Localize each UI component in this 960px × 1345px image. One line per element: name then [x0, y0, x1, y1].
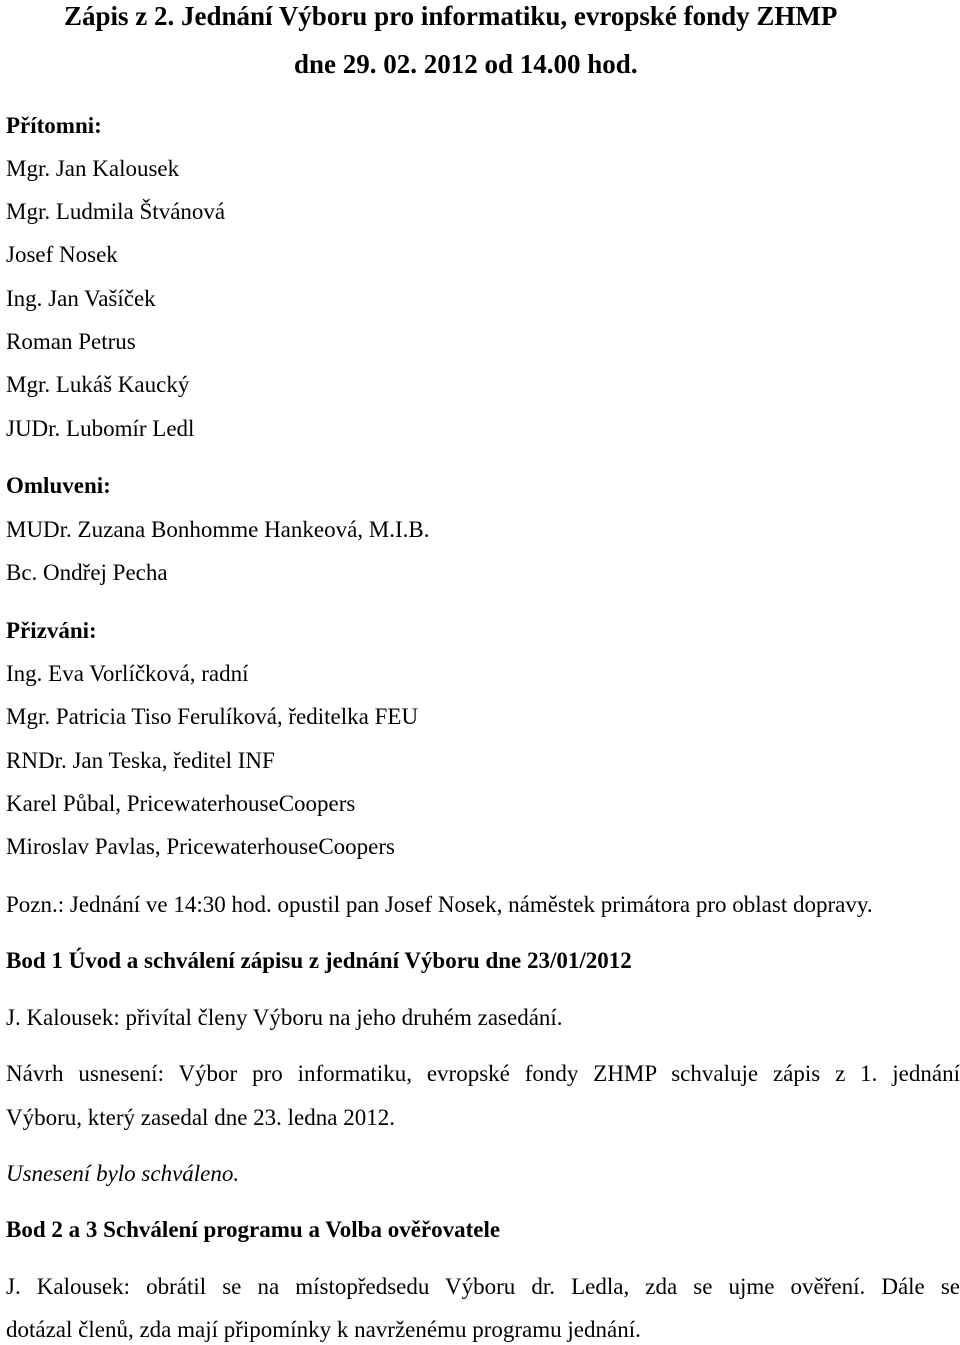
present-member: JUDr. Lubomír Ledl: [6, 416, 195, 441]
present-member: Mgr. Jan Kalousek: [6, 156, 180, 181]
invited-person: RNDr. Jan Teska, ředitel INF: [6, 748, 275, 773]
item2-text-line2: dotázal členů, zda mají připomínky k navrženému programu jednání.: [6, 1317, 641, 1342]
document-title-line1: Zápis z 2. Jednání Výboru pro informatiku, evropské fondy ZHMP: [64, 1, 838, 31]
present-member: Ing. Jan Vašíček: [6, 286, 156, 311]
excused-member: Bc. Ondřej Pecha: [6, 560, 168, 585]
invited-person: Karel Půbal, PricewaterhouseCoopers: [6, 791, 356, 816]
present-member: Mgr. Ludmila Štvánová: [6, 199, 226, 224]
invited-heading: Přizváni:: [6, 618, 97, 643]
meeting-note: Pozn.: Jednání ve 14:30 hod. opustil pan Josef Nosek, náměstek primátora pro oblast dopravy.: [6, 892, 873, 917]
item1-resolution: Usnesení bylo schváleno.: [6, 1161, 240, 1186]
present-heading: Přítomni:: [6, 113, 102, 138]
excused-member: MUDr. Zuzana Bonhomme Hankeová, M.I.B.: [6, 517, 430, 542]
invited-person: Mgr. Patricia Tiso Ferulíková, ředitelka FEU: [6, 704, 419, 729]
item1-text: J. Kalousek: přivítal členy Výboru na jeho druhém zasedání.: [6, 1005, 563, 1030]
present-member: Roman Petrus: [6, 329, 136, 354]
present-member: Mgr. Lukáš Kaucký: [6, 372, 190, 397]
item1-proposal-line1: Návrh usnesení: Výbor pro informatiku, evropské fondy ZHMP schvaluje zápis z 1. jednání: [6, 1061, 960, 1086]
invited-person: Miroslav Pavlas, PricewaterhouseCoopers: [6, 834, 396, 859]
excused-heading: Omluveni:: [6, 473, 111, 498]
item1-heading: Bod 1 Úvod a schválení zápisu z jednání Výboru dne 23/01/2012: [6, 948, 632, 973]
present-member: Josef Nosek: [6, 242, 118, 267]
invited-person: Ing. Eva Vorlíčková, radní: [6, 661, 249, 686]
document-title-line2: dne 29. 02. 2012 od 14.00 hod.: [294, 49, 638, 79]
item2-heading: Bod 2 a 3 Schválení programu a Volba ověřovatele: [6, 1217, 501, 1242]
item1-proposal-line2: Výboru, který zasedal dne 23. ledna 2012.: [6, 1105, 395, 1130]
item2-text-line1: J. Kalousek: obrátil se na místopředsedu Výboru dr. Ledla, zda se ujme ověření. Dále se: [6, 1274, 960, 1299]
